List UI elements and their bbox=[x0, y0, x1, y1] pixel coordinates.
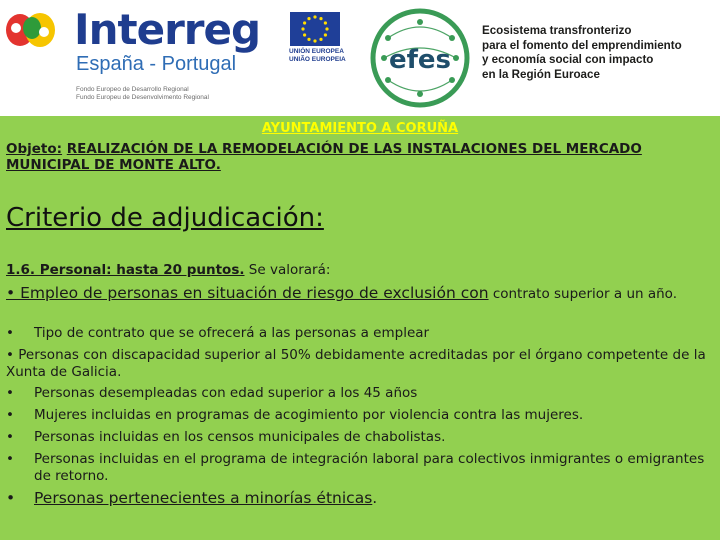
efes-tagline bbox=[482, 24, 718, 82]
bullet-icon: • bbox=[6, 451, 14, 467]
list-item-text: Personas incluidas en los censos municipales de chabolistas. bbox=[34, 429, 446, 445]
efes-wordmark: efes bbox=[388, 45, 452, 75]
disability-bullet: • Personas con discapacidad superior al 50% debidamente acreditadas por el órgano competente de la Xunta de Galicia. bbox=[6, 347, 706, 380]
bullet-icon: • bbox=[6, 385, 14, 401]
interreg-fund-pt: Fundo Europeu de Desenvolvimento Regional bbox=[76, 94, 209, 101]
main-bullet-text: contrato superior a un año. bbox=[488, 286, 677, 302]
logo-header bbox=[0, 0, 720, 116]
object-text: REALIZACIÓN DE LA REMODELACIÓN DE LAS INSTALACIONES DEL MERCADO MUNICIPAL DE MONTE ALTO. bbox=[6, 141, 642, 173]
minorities-label: Personas pertenecientes a minorías étnicas bbox=[34, 489, 373, 507]
content-panel bbox=[0, 116, 720, 540]
interreg-mark-icon bbox=[4, 10, 58, 50]
organization-title: AYUNTAMIENTO A CORUÑA bbox=[261, 121, 459, 136]
list-item-text: Personas incluidas en el programa de integración laboral para colectivos inmigrantes o emigrantes de retorno. bbox=[34, 451, 705, 484]
bullet-icon: • bbox=[6, 429, 14, 445]
bullet-icon: • bbox=[6, 407, 14, 423]
object-label: Objeto: bbox=[6, 141, 63, 157]
section-text: Se valorará: bbox=[244, 262, 331, 278]
bullet-icon: • bbox=[6, 325, 14, 341]
efes-logo bbox=[370, 8, 470, 108]
list-item-text: Personas desempleadas con edad superior a los 45 años bbox=[34, 385, 418, 401]
object-description bbox=[6, 141, 706, 173]
list-item-text: Mujeres incluidas en programas de acogimiento por violencia contra las mujeres. bbox=[34, 407, 584, 423]
efes-tagline-line: y economía social con impacto bbox=[482, 53, 654, 66]
main-bullet bbox=[6, 285, 714, 303]
efes-tagline-line: en la Región Euroace bbox=[482, 67, 600, 81]
criteria-heading: Criterio de adjudicación: bbox=[6, 203, 324, 233]
interreg-region: España - Portugal bbox=[76, 53, 237, 75]
list-item-text: Tipo de contrato que se ofrecerá a las personas a emplear bbox=[34, 325, 430, 341]
eu-label-es: UNIÓN EUROPEA bbox=[289, 48, 344, 55]
efes-tagline-line: Ecosistema transfronterizo bbox=[482, 24, 632, 37]
interreg-fund-es: Fondo Europeo de Desarrollo Regional bbox=[76, 86, 189, 93]
section-heading bbox=[6, 261, 330, 279]
interreg-wordmark: Interreg bbox=[74, 5, 261, 54]
minorities-end: . bbox=[372, 489, 378, 507]
efes-tagline-line: para el fomento del emprendimiento bbox=[482, 38, 682, 52]
list-item-text bbox=[34, 489, 710, 508]
interreg-logo bbox=[0, 0, 280, 112]
bullet-icon: • bbox=[6, 489, 16, 507]
main-bullet-bold: • Empleo de personas en situación de riesgo de exclusión con bbox=[6, 284, 489, 302]
eu-flag-icon bbox=[290, 12, 340, 46]
section-label: 1.6. Personal: hasta 20 puntos. bbox=[6, 262, 245, 278]
eu-label-pt: UNIÃO EUROPEIA bbox=[289, 56, 346, 63]
